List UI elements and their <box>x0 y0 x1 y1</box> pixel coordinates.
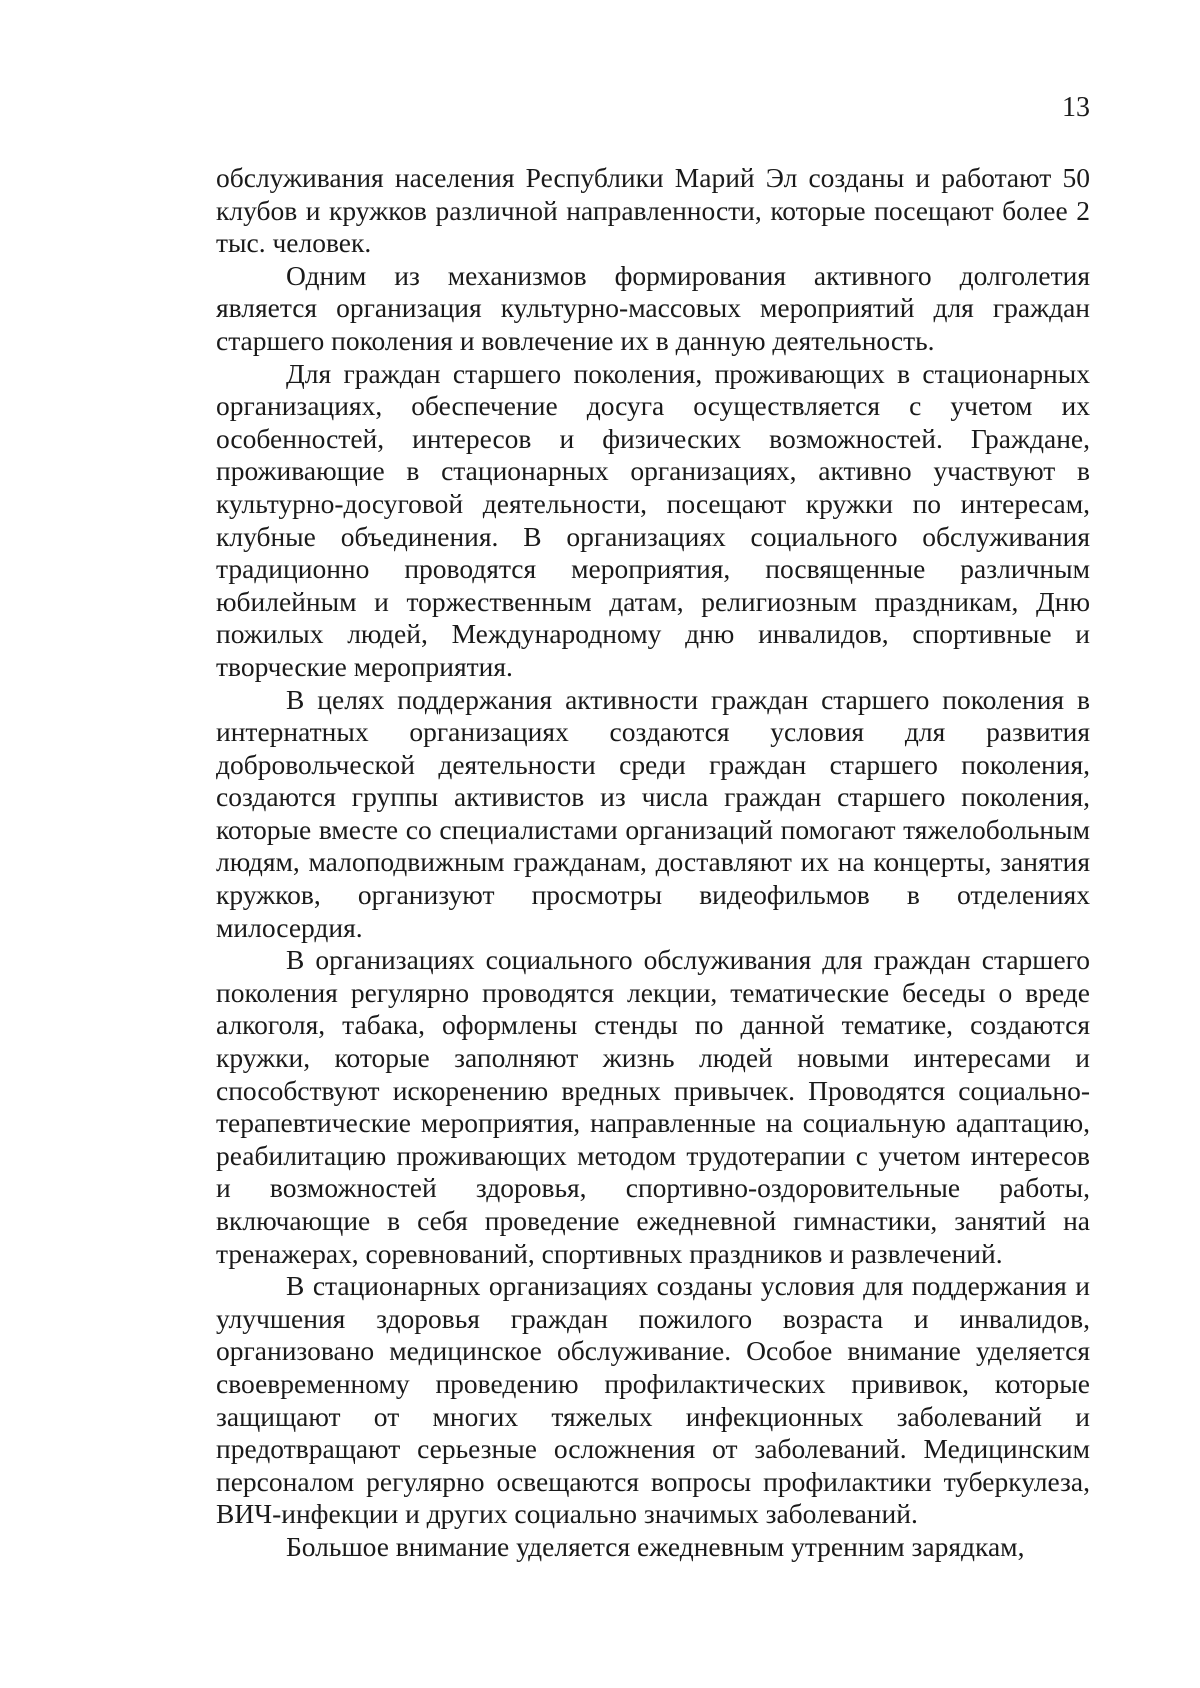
paragraph-leisure-provision: Для граждан старшего поколения, проживающих в стационарных организациях, обеспечение досуга осуществляется с учетом их особенностей, интересов и физических возможностей. Граждане, проживающие в стационарных организациях, активно участвуют в культурно-досуговой деятельности, посещают кружки по интересам, клубные объединения. В организациях социального обслуживания традиционно проводятся мероприятия, посвященные различным юбилейным и торжественным датам, религиозным праздникам, Дню пожилых людей, Международному дню инвалидов, спортивные и творческие мероприятия. <box>216 357 1090 682</box>
paragraph-active-longevity: Одним из механизмов формирования активного долголетия является организация культурно-массовых мероприятий для граждан старшего поколения и вовлечение их в данную деятельность. <box>216 259 1090 356</box>
paragraph-health-lectures: В организациях социального обслуживания для граждан старшего поколения регулярно проводятся лекции, тематические беседы о вреде алкоголя, табака, оформлены стенды по данной тематике, создаются кружки, которые заполняют жизнь людей новыми интересами и способствуют искоренению вредных привычек. Проводятся социально-терапевтические мероприятия, направленные на социальную адаптацию, реабилитацию проживающих методом трудотерапии с учетом интересов и возможностей здоровья, спортивно-оздоровительные работы, включающие в себя проведение ежедневной гимнастики, занятий на тренажерах, соревнований, спортивных праздников и развлечений. <box>216 944 1090 1269</box>
paragraph-medical-service: В стационарных организациях созданы условия для поддержания и улучшения здоровья граждан пожилого возраста и инвалидов, организовано медицинское обслуживание. Особое внимание уделяется своевременному проведению профилактических прививок, которые защищают от многих тяжелых инфекционных заболеваний и предотвращают серьезные осложнения от заболеваний. Медицинским персоналом регулярно освещаются вопросы профилактики туберкулеза, ВИЧ-инфекции и других социально значимых заболеваний. <box>216 1270 1090 1530</box>
page-number: 13 <box>1062 92 1090 123</box>
paragraph-morning-exercises: Большое внимание уделяется ежедневным утренним зарядкам, <box>286 1530 1025 1562</box>
paragraph-volunteer-activity: В целях поддержания активности граждан старшего поколения в интернатных организациях создаются условия для развития добровольческой деятельности среди граждан старшего поколения, создаются группы активистов из числа граждан старшего поколения, которые вместе со специалистами организаций помогают тяжелобольным людям, малоподвижным гражданам, доставляют их на концерты, занятия кружков, организуют просмотры видеофильмов в отделениях милосердия. <box>216 683 1090 943</box>
paragraph-continuation: обслуживания населения Республики Марий Эл созданы и работают 50 клубов и кружков различной направленности, которые посещают более 2 тыс. человек. <box>216 162 1090 259</box>
document-body <box>216 162 1090 1564</box>
